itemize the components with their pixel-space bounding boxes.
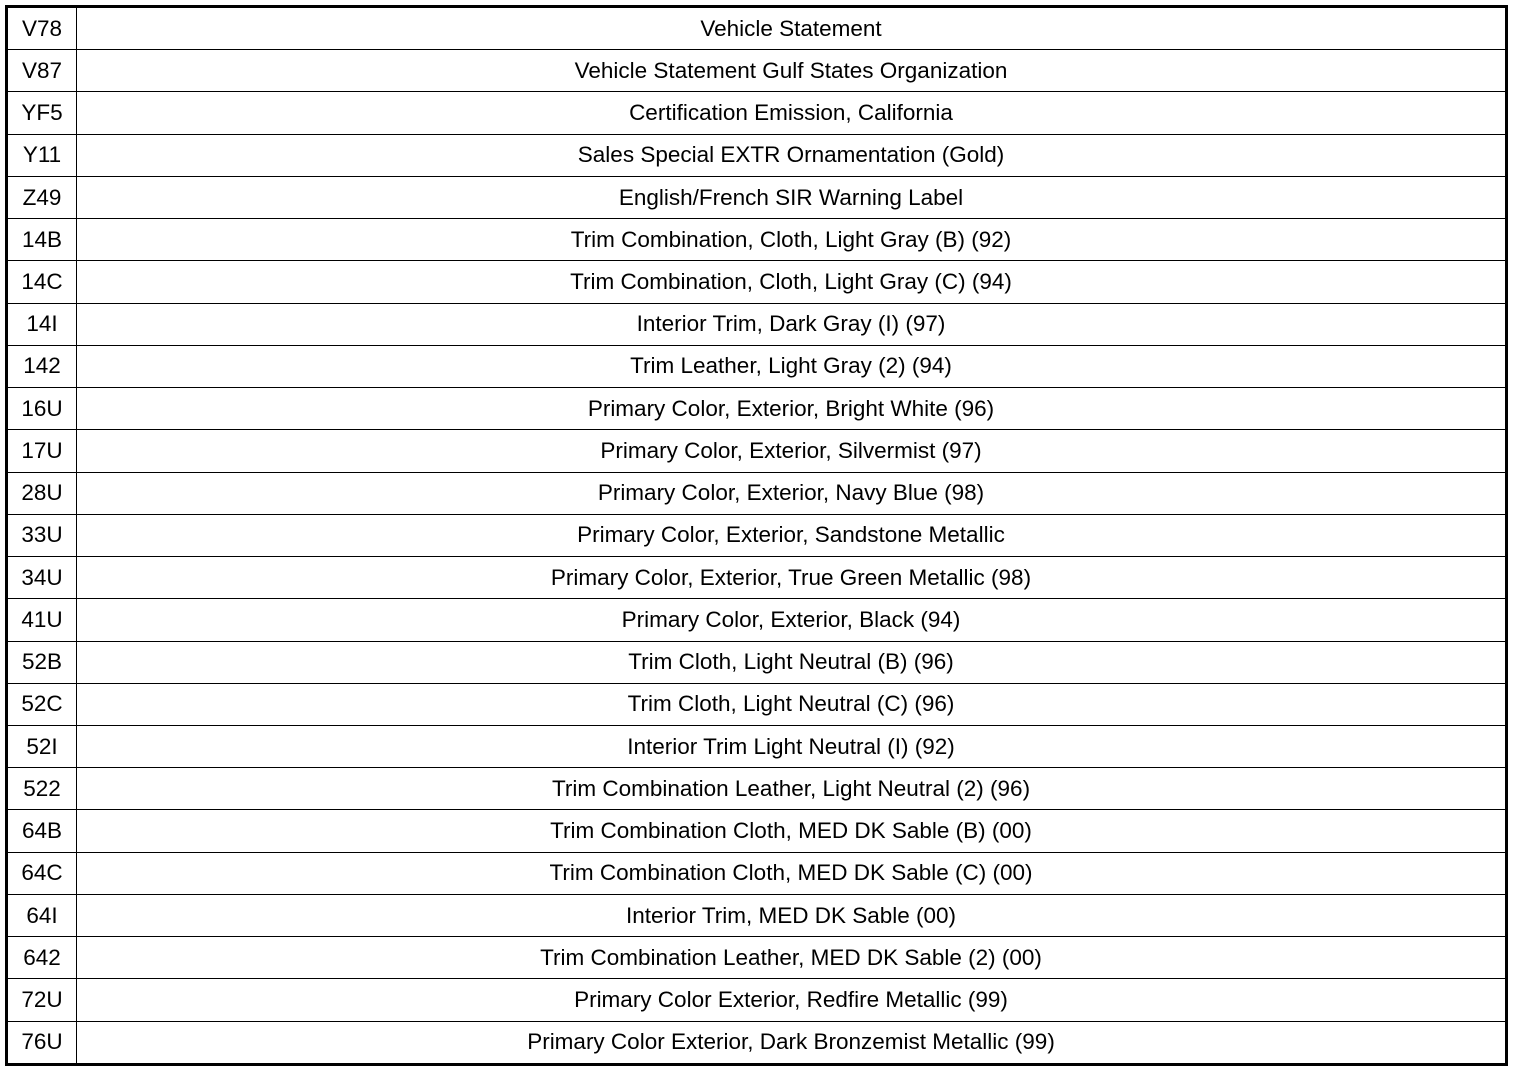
rpo-code-cell: YF5 (8, 92, 77, 134)
description-cell: English/French SIR Warning Label (77, 176, 1506, 218)
table-row (8, 50, 1505, 92)
rpo-code-cell: 41U (8, 599, 77, 641)
table-row (8, 937, 1505, 979)
table-row (8, 303, 1505, 345)
rpo-code-cell: 72U (8, 979, 77, 1021)
table-row (8, 683, 1505, 725)
description-cell: Sales Special EXTR Ornamentation (Gold) (77, 134, 1506, 176)
rpo-code-cell: 52I (8, 725, 77, 767)
table-row (8, 810, 1505, 852)
description-cell: Primary Color, Exterior, True Green Metallic (98) (77, 557, 1506, 599)
table-row (8, 725, 1505, 767)
description-cell: Trim Combination Leather, Light Neutral (2) (96) (77, 768, 1506, 810)
rpo-code-table-grid (8, 8, 1505, 1063)
table-row (8, 92, 1505, 134)
description-cell: Trim Combination, Cloth, Light Gray (B) (92) (77, 219, 1506, 261)
rpo-code-cell: 16U (8, 388, 77, 430)
rpo-code-cell: 33U (8, 514, 77, 556)
description-cell: Primary Color, Exterior, Black (94) (77, 599, 1506, 641)
description-cell: Primary Color Exterior, Redfire Metallic (99) (77, 979, 1506, 1021)
table-body (8, 8, 1505, 1063)
rpo-code-cell: 52C (8, 683, 77, 725)
description-cell: Trim Cloth, Light Neutral (B) (96) (77, 641, 1506, 683)
rpo-code-cell: 14C (8, 261, 77, 303)
description-cell: Primary Color, Exterior, Sandstone Metallic (77, 514, 1506, 556)
description-cell: Trim Leather, Light Gray (2) (94) (77, 345, 1506, 387)
table-row (8, 894, 1505, 936)
rpo-code-cell: V87 (8, 50, 77, 92)
table-row (8, 514, 1505, 556)
table-row (8, 979, 1505, 1021)
table-row (8, 557, 1505, 599)
rpo-code-cell: Y11 (8, 134, 77, 176)
rpo-code-cell: 14B (8, 219, 77, 261)
table-row (8, 388, 1505, 430)
rpo-code-cell: 64I (8, 894, 77, 936)
description-cell: Primary Color, Exterior, Silvermist (97) (77, 430, 1506, 472)
description-cell: Certification Emission, California (77, 92, 1506, 134)
rpo-code-cell: V78 (8, 8, 77, 50)
table-row (8, 1021, 1505, 1063)
description-cell: Primary Color, Exterior, Navy Blue (98) (77, 472, 1506, 514)
table-row (8, 472, 1505, 514)
description-cell: Interior Trim, Dark Gray (I) (97) (77, 303, 1506, 345)
description-cell: Vehicle Statement Gulf States Organization (77, 50, 1506, 92)
description-cell: Vehicle Statement (77, 8, 1506, 50)
table-row (8, 768, 1505, 810)
table-row (8, 430, 1505, 472)
description-cell: Trim Cloth, Light Neutral (C) (96) (77, 683, 1506, 725)
description-cell: Primary Color, Exterior, Bright White (96) (77, 388, 1506, 430)
rpo-code-cell: 76U (8, 1021, 77, 1063)
table-row (8, 8, 1505, 50)
table-row (8, 345, 1505, 387)
table-row (8, 176, 1505, 218)
table-row (8, 641, 1505, 683)
rpo-code-cell: 14I (8, 303, 77, 345)
rpo-code-cell: 142 (8, 345, 77, 387)
rpo-code-cell: 34U (8, 557, 77, 599)
rpo-code-cell: Z49 (8, 176, 77, 218)
rpo-code-cell: 52B (8, 641, 77, 683)
rpo-code-cell: 64C (8, 852, 77, 894)
description-cell: Trim Combination Leather, MED DK Sable (2) (00) (77, 937, 1506, 979)
rpo-code-cell: 64B (8, 810, 77, 852)
rpo-code-cell: 17U (8, 430, 77, 472)
description-cell: Trim Combination Cloth, MED DK Sable (B) (00) (77, 810, 1506, 852)
description-cell: Trim Combination Cloth, MED DK Sable (C) (00) (77, 852, 1506, 894)
table-row (8, 599, 1505, 641)
rpo-code-cell: 522 (8, 768, 77, 810)
description-cell: Interior Trim Light Neutral (I) (92) (77, 725, 1506, 767)
table-row (8, 261, 1505, 303)
description-cell: Interior Trim, MED DK Sable (00) (77, 894, 1506, 936)
description-cell: Trim Combination, Cloth, Light Gray (C) (94) (77, 261, 1506, 303)
table-row (8, 852, 1505, 894)
table-row (8, 219, 1505, 261)
rpo-code-table (5, 5, 1508, 1066)
rpo-code-cell: 642 (8, 937, 77, 979)
table-row (8, 134, 1505, 176)
rpo-code-cell: 28U (8, 472, 77, 514)
description-cell: Primary Color Exterior, Dark Bronzemist Metallic (99) (77, 1021, 1506, 1063)
